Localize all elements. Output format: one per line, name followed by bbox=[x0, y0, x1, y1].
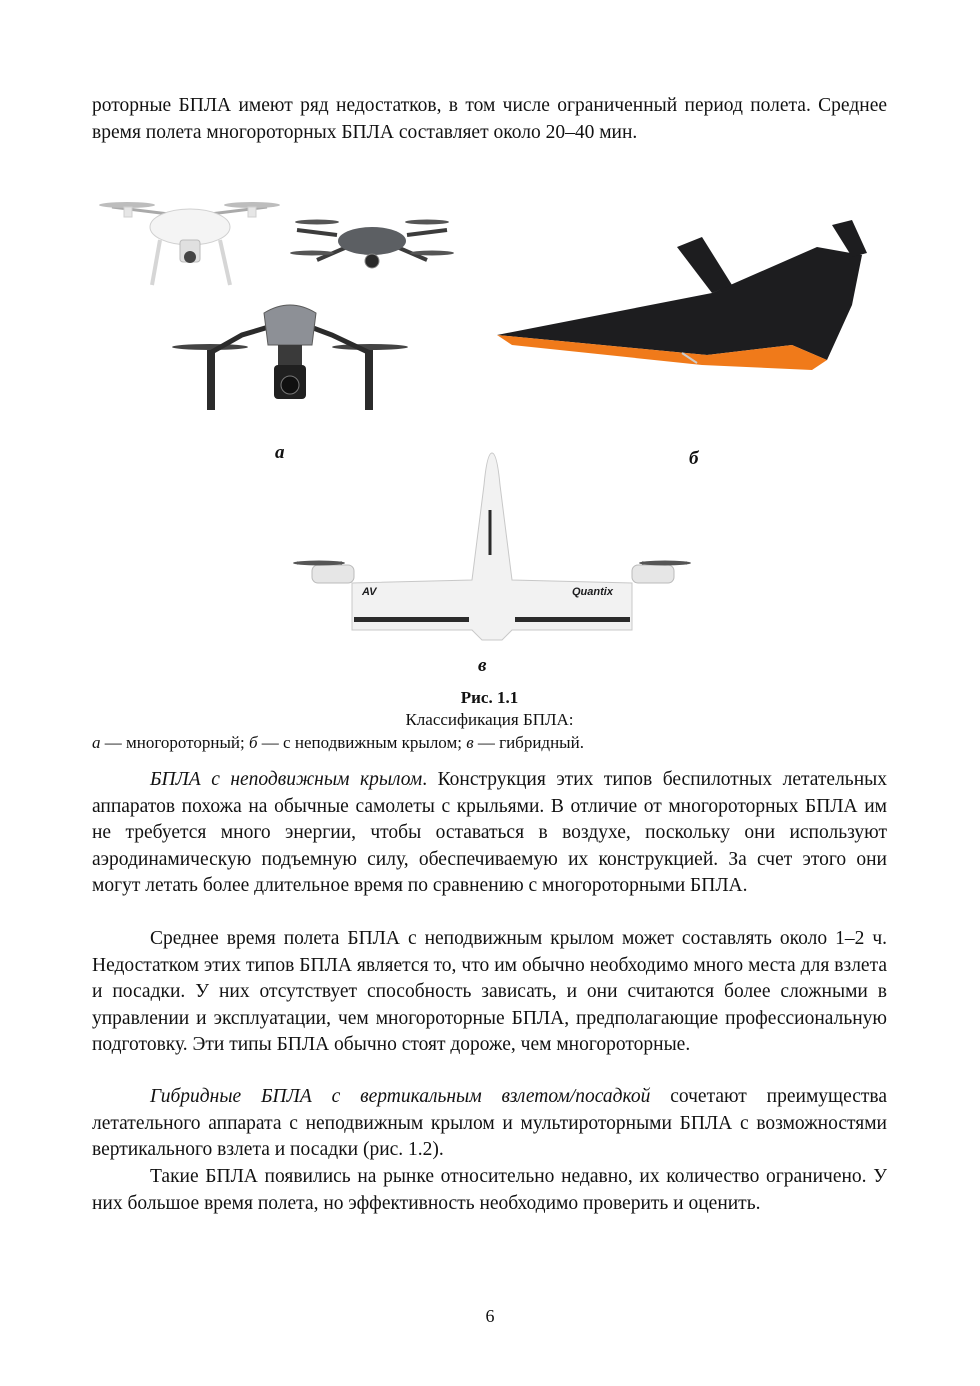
figure-label-v: в bbox=[478, 655, 487, 676]
legend-key-b: б bbox=[248, 733, 258, 752]
figure-uav-classification bbox=[92, 185, 887, 690]
figure-caption-title: Рис. 1.1 bbox=[460, 688, 519, 707]
figure-caption-legend bbox=[92, 733, 887, 753]
quadcopter-dark-image bbox=[290, 220, 454, 269]
legend-text-b: — с неподвижным крылом; bbox=[257, 733, 467, 752]
fixed-wing-drone-image bbox=[497, 220, 867, 370]
figure-caption-subtitle: Классификация БПЛА: bbox=[405, 710, 574, 729]
paragraph-intro: роторные БПЛА имеют ряд недостатков, в том числе ограниченный период полета. Среднее время полета многороторных БПЛА составляет около 20–40 мин. bbox=[92, 95, 887, 143]
vtol-brand-left: AV bbox=[362, 586, 377, 598]
vtol-brand-right: Quantix bbox=[572, 586, 613, 598]
figure-illustration bbox=[92, 185, 887, 690]
paragraph-fixed-wing bbox=[92, 767, 887, 900]
legend-text-v: — гибридный. bbox=[473, 733, 584, 752]
legend-key-a: а bbox=[92, 733, 101, 752]
legend-key-v: в bbox=[466, 733, 474, 752]
paragraph-fixed-wing-flight-time: Среднее время полета БПЛА с неподвижным крылом может составлять около 1–2 ч. Недостатком этих типов БПЛА является то, что им обычно необходимо много места для взлета и посадки. У них отсутствует способность зависать, и они считаются более сложными в управлении и эксплуатации, чем многороторные БПЛА, предполагающие профессиональную подготовку. Эти типы БПЛА обычно стоят дороже, чем многороторные. bbox=[92, 928, 887, 1055]
figure-label-b: б bbox=[689, 448, 699, 469]
paragraph-market: Такие БПЛА появились на рынке относительно недавно, их количество ограничено. У них большое время полета, но эффективность необходимо проверить и оценить. bbox=[92, 1166, 887, 1214]
term-hybrid-vtol: Гибридные БПЛА с вертикальным взлетом/посадкой bbox=[150, 1086, 651, 1107]
paragraph-hybrid bbox=[92, 1084, 887, 1164]
paragraph-hybrid-body: сочетают преимущества летательного аппарата с неподвижным крылом и мультироторными БПЛА с возможностями вертикального взлета и посадки (рис. 1.2). bbox=[92, 1086, 887, 1160]
paragraph-fixed-wing-body: . Конструкция этих типов беспилотных летательных аппаратов похожа на обычные самолеты с крыльями. В отличие от многороторных БПЛА им не требуется много энергии, чтобы оставаться в воздухе, поскольку они используют аэродинамическую подъемную силу, обеспечиваемую их конструкцией. За счет этого они могут летать более длительное время по сравнению с многороторными БПЛА. bbox=[92, 769, 887, 896]
figure-label-a: а bbox=[275, 442, 285, 463]
quadcopter-inspire-image bbox=[172, 305, 408, 410]
term-fixed-wing: БПЛА с неподвижным крылом bbox=[150, 769, 423, 790]
page-number: 6 bbox=[485, 1306, 495, 1326]
hybrid-vtol-drone-image bbox=[293, 453, 691, 640]
legend-text-a: — многороторный; bbox=[100, 733, 249, 752]
quadcopter-white-image bbox=[99, 202, 280, 285]
